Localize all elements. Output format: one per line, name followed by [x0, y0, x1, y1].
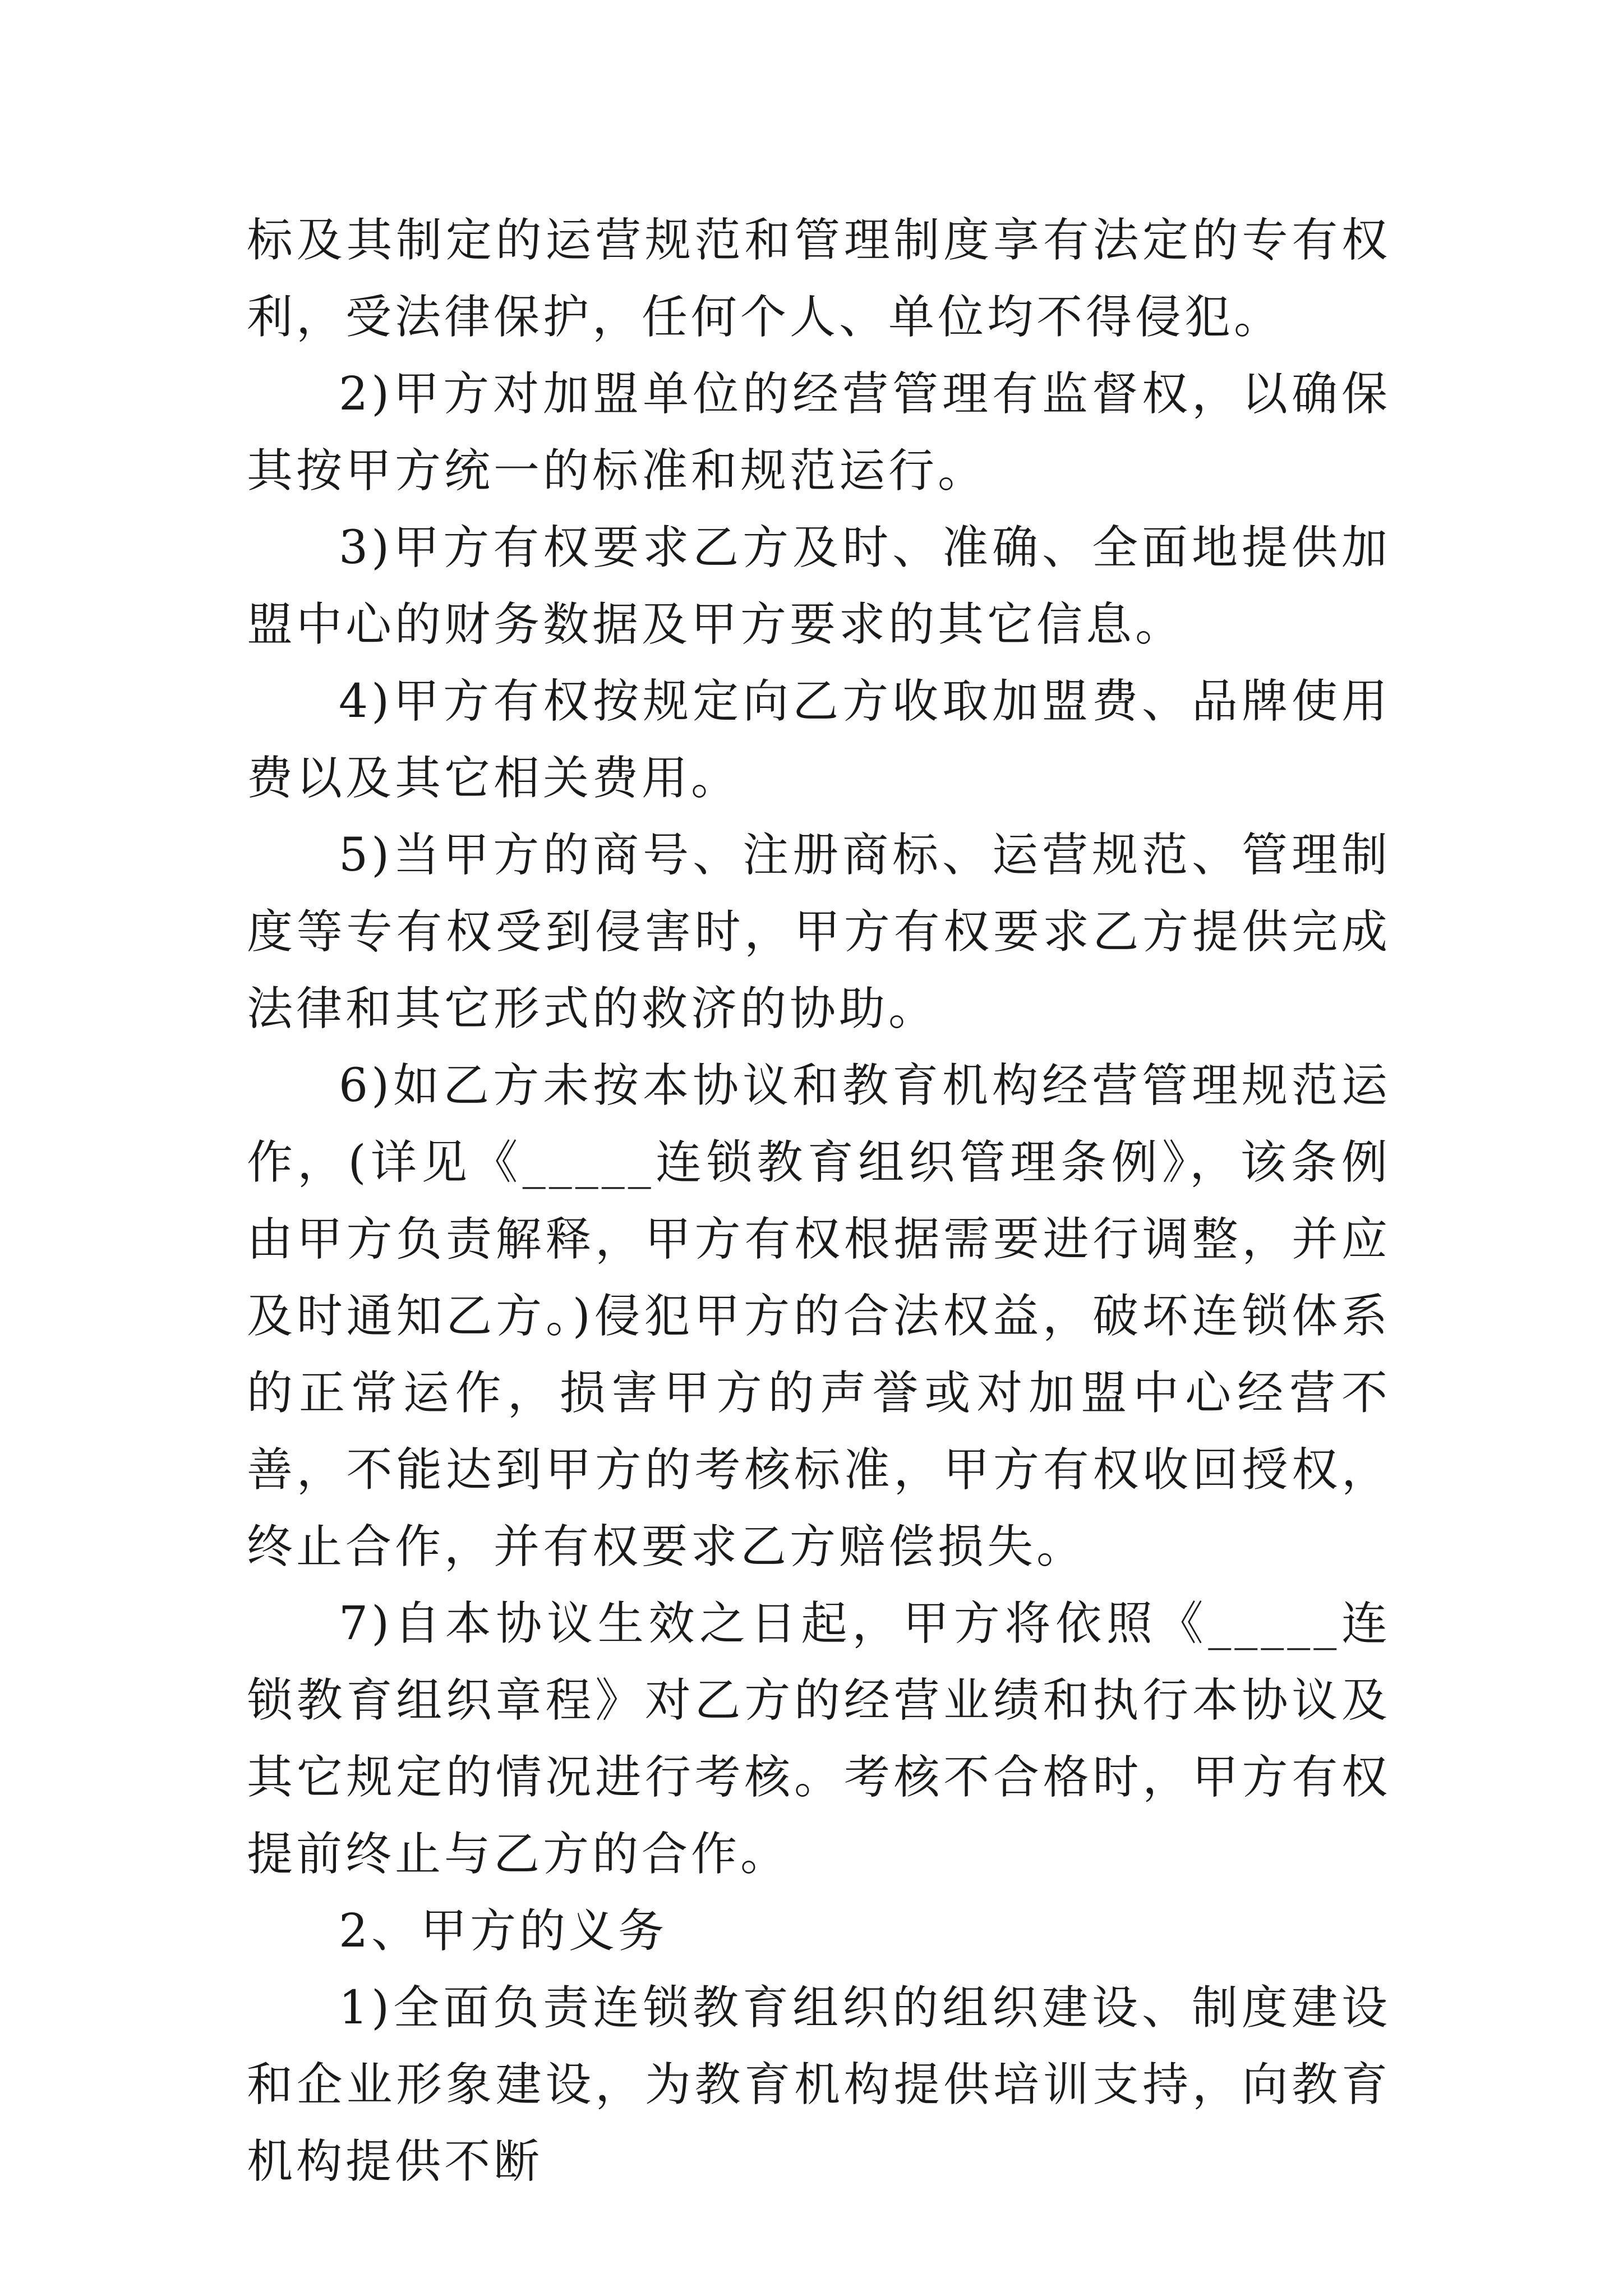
paragraph-continuation: 标及其制定的运营规范和管理制度享有法定的专有权利，受法律保护，任何个人、单位均不得侵犯。 — [247, 214, 1391, 344]
body-text — [247, 202, 1391, 2200]
paragraph-item-5: 5)当甲方的商号、注册商标、运营规范、管理制度等专有权受到侵害时，甲方有权要求乙方提供完成法律和其它形式的救济的协助。 — [247, 829, 1391, 1036]
section-heading-party-a-obligations: 2、甲方的义务 — [339, 1904, 668, 1958]
paragraph-item-2: 2)甲方对加盟单位的经营管理有监督权，以确保其按甲方统一的标准和规范运行。 — [247, 367, 1391, 498]
paragraph-item-6: 6)如乙方未按本协议和教育机构经营管理规范运作，(详见《_____连锁教育组织管理条例》，该条例由甲方负责解释，甲方有权根据需要进行调整，并应及时通知乙方。)侵犯甲方的合法权益，破坏连锁体系的正常运作，损害甲方的声誉或对加盟中心经营不善，不能达到甲方的考核标准，甲方有权收回授权，终止合作，并有权要求乙方赔偿损失。 — [247, 1059, 1391, 1573]
paragraph-item-3: 3)甲方有权要求乙方及时、准确、全面地提供加盟中心的财务数据及甲方要求的其它信息。 — [247, 521, 1391, 651]
paragraph-item-7: 7)自本协议生效之日起，甲方将依照《_____连锁教育组织章程》对乙方的经营业绩和执行本协议及其它规定的情况进行考核。考核不合格时，甲方有权提前终止与乙方的合作。 — [247, 1597, 1391, 1881]
paragraph-obligation-1: 1)全面负责连锁教育组织的组织建设、制度建设和企业形象建设，为教育机构提供培训支持，向教育机构提供不断 — [247, 1981, 1391, 2188]
paragraph-item-4: 4)甲方有权按规定向乙方收取加盟费、品牌使用费以及其它相关费用。 — [247, 675, 1391, 805]
